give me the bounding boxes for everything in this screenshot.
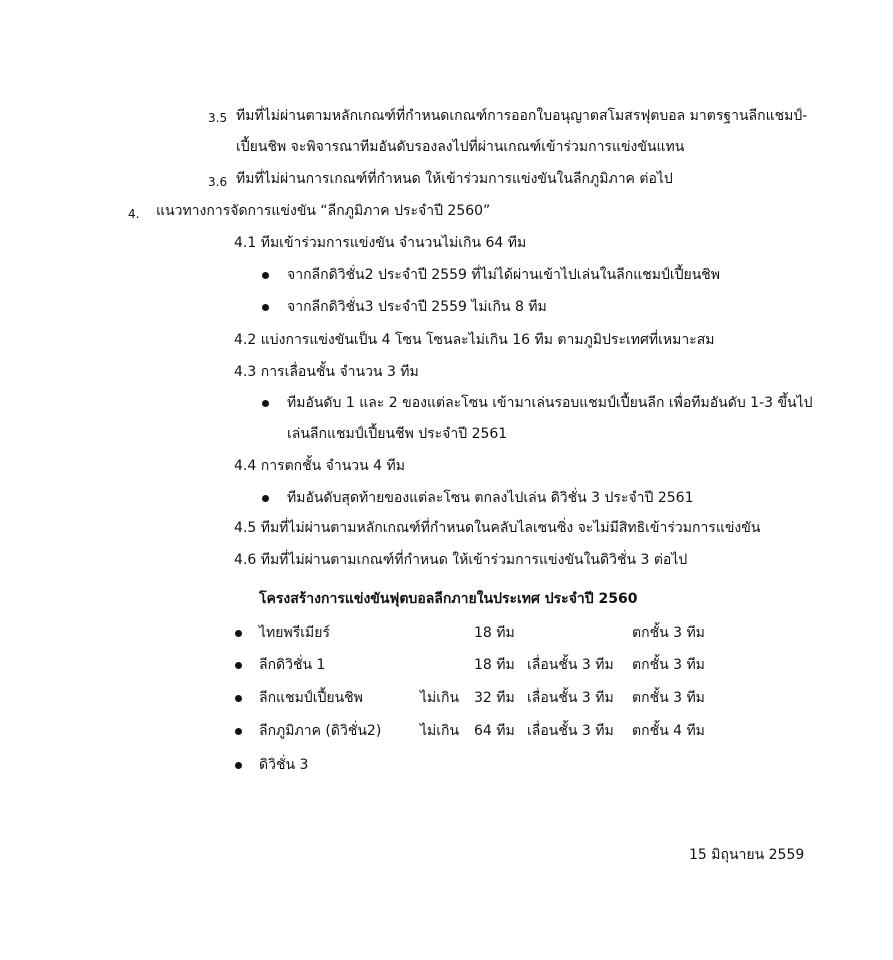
item-4-1-bullet-1: จากลีกดิวิชั่น2 ประจำปี 2559 ที่ไม่ได้ผ่านเข้าไปเล่นในลีกแชมป์เปี้ยนชิพ [287, 267, 721, 283]
bullet-icon [235, 662, 242, 669]
item-3-5-line2: เปี้ยนชิพ จะพิจารณาทีมอันดับรองลงไปที่ผ่านเกณฑ์เข้าร่วมการแข่งขันแทน [236, 139, 685, 155]
league-name: ดิวิชั่น 3 [259, 757, 309, 773]
league-name: ไทยพรีเมียร์ [259, 625, 330, 641]
item-4-1: 4.1 ทีมเข้าร่วมการแข่งขัน จำนวนไม่เกิน 64 ทีม [234, 235, 527, 251]
item-4-3: 4.3 การเลื่อนชั้น จำนวน 3 ทีม [234, 364, 419, 380]
section-number: 4. [128, 207, 140, 221]
item-4-6: 4.6 ทีมที่ไม่ผ่านตามเกณฑ์ที่กำหนด ให้เข้าร่วมการแข่งขันในดิวิชั่น 3 ต่อไป [234, 552, 688, 568]
team-count: 32 ทีม [474, 690, 515, 706]
item-4-5: 4.5 ทีมที่ไม่ผ่านตามหลักเกณฑ์ที่กำหนดในคลับไลเซนซิ่ง จะไม่มีสิทธิเข้าร่วมการแข่งขัน [234, 520, 761, 536]
item-4-4-bullet: ทีมอันดับสุดท้ายของแต่ละโซน ตกลงไปเล่น ดิวิชั่น 3 ประจำปี 2561 [287, 490, 694, 506]
team-limit: ไม่เกิน [420, 723, 460, 739]
bullet-icon [262, 304, 269, 311]
item-4-4: 4.4 การตกชั้น จำนวน 4 ทีม [234, 458, 405, 474]
promotion: เลื่อนชั้น 3 ทีม [527, 723, 614, 739]
league-name: ลีกแชมป์เปี้ยนชิพ [259, 690, 363, 706]
league-name: ลีกดิวิชั่น 1 [259, 657, 326, 673]
team-count: 18 ทีม [474, 657, 515, 673]
team-count: 64 ทีม [474, 723, 515, 739]
bullet-icon [262, 495, 269, 502]
relegation: ตกชั้น 4 ทีม [632, 723, 705, 739]
bullet-icon [235, 695, 242, 702]
item-3-6: ทีมที่ไม่ผ่านการเกณฑ์ที่กำหนด ให้เข้าร่วมการแข่งขันในลีกภูมิภาค ต่อไป [236, 171, 673, 187]
bullet-icon [235, 762, 242, 769]
document-date: 15 มิถุนายน 2559 [689, 847, 805, 863]
league-name: ลีกภูมิภาค (ดิวิชั่น2) [259, 723, 382, 739]
bullet-icon [262, 272, 269, 279]
section-4-heading: แนวทางการจัดการแข่งขัน “ลีกภูมิภาค ประจำปี 2560” [156, 203, 491, 219]
relegation: ตกชั้น 3 ทีม [632, 625, 705, 641]
item-4-2: 4.2 แบ่งการแข่งขันเป็น 4 โซน โซนละไม่เกิน 16 ทีม ตามภูมิประเทศที่เหมาะสม [234, 332, 715, 348]
bullet-icon [235, 630, 242, 637]
bullet-icon [262, 400, 269, 407]
item-4-3-bullet-line2: เล่นลีกแชมป์เปี้ยนชีพ ประจำปี 2561 [287, 426, 508, 442]
item-number: 3.6 [208, 175, 228, 189]
team-count: 18 ทีม [474, 625, 515, 641]
item-number: 3.5 [208, 111, 228, 125]
relegation: ตกชั้น 3 ทีม [632, 690, 705, 706]
team-limit: ไม่เกิน [420, 690, 460, 706]
item-4-1-bullet-2: จากลีกดิวิชั่น3 ประจำปี 2559 ไม่เกิน 8 ทีม [287, 299, 547, 315]
promotion: เลื่อนชั้น 3 ทีม [527, 690, 614, 706]
item-4-3-bullet-line1: ทีมอันดับ 1 และ 2 ของแต่ละโซน เข้ามาเล่นรอบแชมป์เปี้ยนลีก เพื่อทีมอันดับ 1-3 ขึ้นไป [287, 395, 813, 411]
relegation: ตกชั้น 3 ทีม [632, 657, 705, 673]
promotion: เลื่อนชั้น 3 ทีม [527, 657, 614, 673]
item-3-5-line1: ทีมที่ไม่ผ่านตามหลักเกณฑ์ที่กำหนดเกณฑ์การออกใบอนุญาตสโมสรฟุตบอล มาตรฐานลีกแชมป์- [236, 108, 808, 124]
bullet-icon [235, 728, 242, 735]
structure-title: โครงสร้างการแข่งขันฟุตบอลลีกภายในประเทศ ประจำปี 2560 [259, 591, 638, 607]
